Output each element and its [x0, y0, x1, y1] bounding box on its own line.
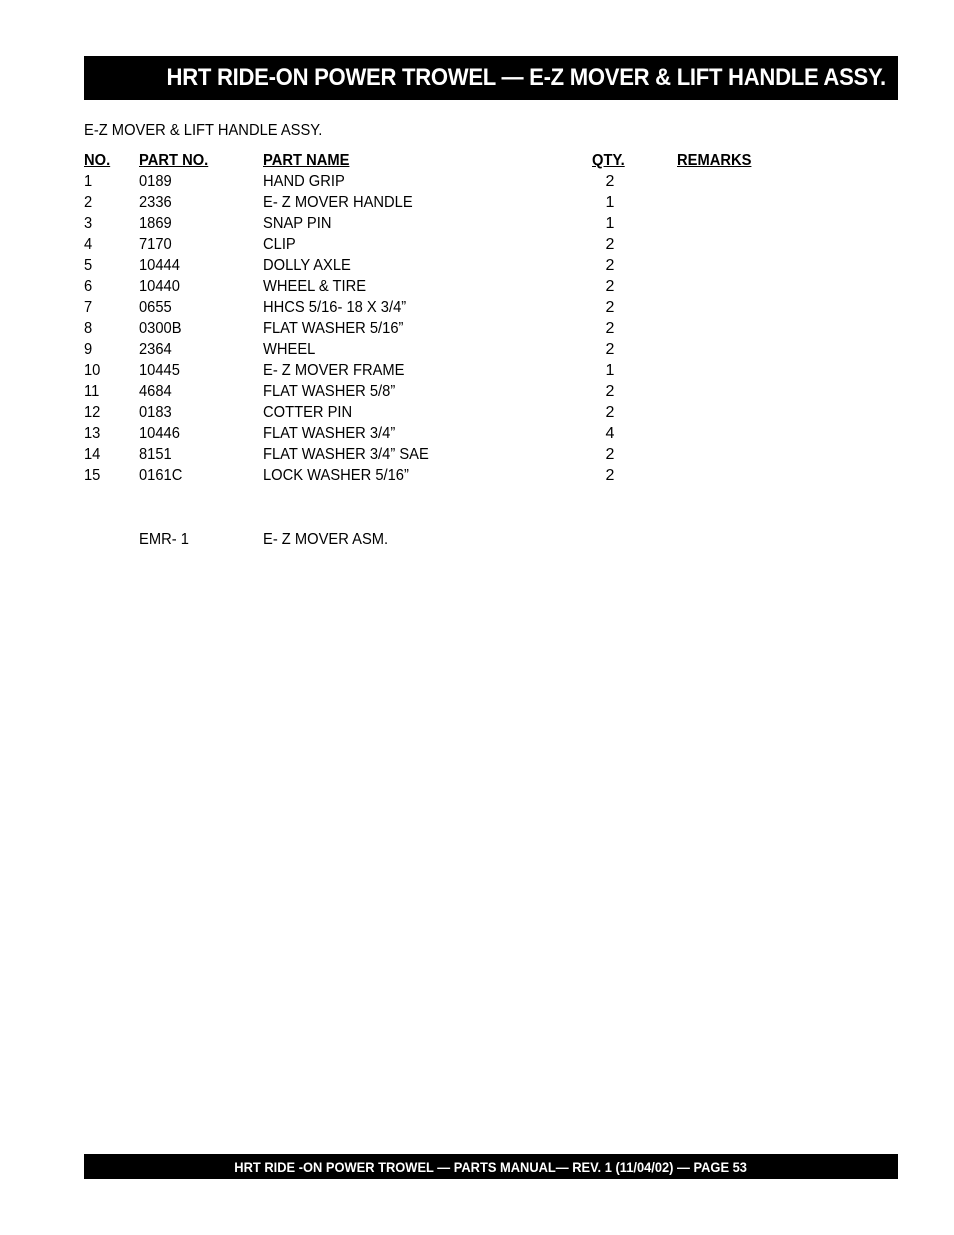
- page-title-bar: [84, 56, 898, 100]
- row-part-name: HAND GRIP: [263, 173, 345, 190]
- row-no: 8: [84, 320, 93, 337]
- row-part-no: 7170: [139, 236, 172, 253]
- row-no: 3: [84, 215, 93, 232]
- row-qty: 2: [605, 404, 615, 421]
- assembly-part-name: E- Z MOVER ASM.: [263, 531, 389, 548]
- row-part-name: SNAP PIN: [263, 215, 332, 232]
- row-no: 2: [84, 194, 93, 211]
- row-no: 13: [84, 425, 101, 442]
- table-row: [84, 444, 864, 465]
- row-qty: 2: [605, 257, 615, 274]
- row-qty: 2: [605, 341, 615, 358]
- row-qty: 2: [605, 446, 615, 463]
- page-footer: [84, 1154, 898, 1179]
- row-part-no: 2364: [139, 341, 172, 358]
- table-row: [84, 339, 864, 360]
- table-row: [84, 276, 864, 297]
- row-part-no: 1869: [139, 215, 172, 232]
- table-row: [84, 402, 864, 423]
- row-part-name: E- Z MOVER HANDLE: [263, 194, 413, 211]
- row-qty: 1: [605, 362, 615, 379]
- row-part-name: FLAT WASHER 3/4”: [263, 425, 396, 442]
- page-title: HRT RIDE-ON POWER TROWEL — E-Z MOVER & LIFT HANDLE ASSY.: [166, 64, 886, 91]
- table-row: [84, 360, 864, 381]
- row-no: 11: [84, 383, 100, 400]
- row-part-no: 10445: [139, 362, 180, 379]
- row-part-name: DOLLY AXLE: [263, 257, 351, 274]
- row-part-no: 4684: [139, 383, 172, 400]
- row-qty: 1: [605, 194, 615, 211]
- table-row: [84, 297, 864, 318]
- row-no: 7: [84, 299, 93, 316]
- row-qty: 2: [605, 236, 615, 253]
- row-part-name: FLAT WASHER 3/4” SAE: [263, 446, 429, 463]
- row-part-no: 10446: [139, 425, 180, 442]
- row-no: 12: [84, 404, 101, 421]
- row-no: 1: [84, 173, 93, 190]
- section-title: E-Z MOVER & LIFT HANDLE ASSY.: [84, 122, 323, 139]
- parts-list-header: [84, 150, 864, 171]
- row-part-name: WHEEL & TIRE: [263, 278, 367, 295]
- header-qty: QTY.: [592, 152, 625, 169]
- row-qty: 2: [605, 173, 615, 190]
- row-no: 10: [84, 362, 101, 379]
- row-no: 4: [84, 236, 93, 253]
- row-qty: 2: [605, 467, 615, 484]
- row-qty: 2: [605, 299, 615, 316]
- row-part-no: 0183: [139, 404, 172, 421]
- row-no: 5: [84, 257, 93, 274]
- row-qty: 1: [605, 215, 615, 232]
- row-qty: 4: [605, 425, 615, 442]
- row-qty: 2: [605, 320, 615, 337]
- row-no: 15: [84, 467, 101, 484]
- row-no: 9: [84, 341, 93, 358]
- table-row: [84, 213, 864, 234]
- header-remarks: REMARKS: [677, 152, 752, 169]
- assembly-row: [84, 529, 864, 550]
- table-row: [84, 234, 864, 255]
- table-row: [84, 192, 864, 213]
- row-part-no: 0655: [139, 299, 172, 316]
- row-part-no: 10444: [139, 257, 180, 274]
- row-part-no: 0189: [139, 173, 172, 190]
- header-part-no: PART NO.: [139, 152, 209, 169]
- row-part-name: FLAT WASHER 5/16”: [263, 320, 404, 337]
- table-row: [84, 318, 864, 339]
- assembly-part-no: EMR- 1: [139, 531, 189, 548]
- row-part-no: 0161C: [139, 467, 183, 484]
- row-part-name: LOCK WASHER 5/16”: [263, 467, 409, 484]
- row-part-name: FLAT WASHER 5/8”: [263, 383, 396, 400]
- table-row: [84, 255, 864, 276]
- row-qty: 2: [605, 383, 615, 400]
- row-no: 6: [84, 278, 93, 295]
- row-no: 14: [84, 446, 101, 463]
- row-part-no: 10440: [139, 278, 180, 295]
- row-qty: 2: [605, 278, 615, 295]
- row-part-no: 8151: [139, 446, 172, 463]
- footer-text: HRT RIDE -ON POWER TROWEL — PARTS MANUAL— REV. 1 (11/04/02) — PAGE 53: [234, 1158, 748, 1175]
- row-part-name: E- Z MOVER FRAME: [263, 362, 405, 379]
- row-part-name: WHEEL: [263, 341, 316, 358]
- table-row: [84, 423, 864, 444]
- header-no: NO.: [84, 152, 111, 169]
- row-part-no: 2336: [139, 194, 172, 211]
- parts-list: [84, 150, 864, 486]
- table-row: [84, 465, 864, 486]
- table-row: [84, 171, 864, 192]
- row-part-no: 0300B: [139, 320, 182, 337]
- header-part-name: PART NAME: [263, 152, 350, 169]
- row-part-name: HHCS 5/16- 18 X 3/4”: [263, 299, 407, 316]
- table-row: [84, 381, 864, 402]
- row-part-name: COTTER PIN: [263, 404, 353, 421]
- row-part-name: CLIP: [263, 236, 296, 253]
